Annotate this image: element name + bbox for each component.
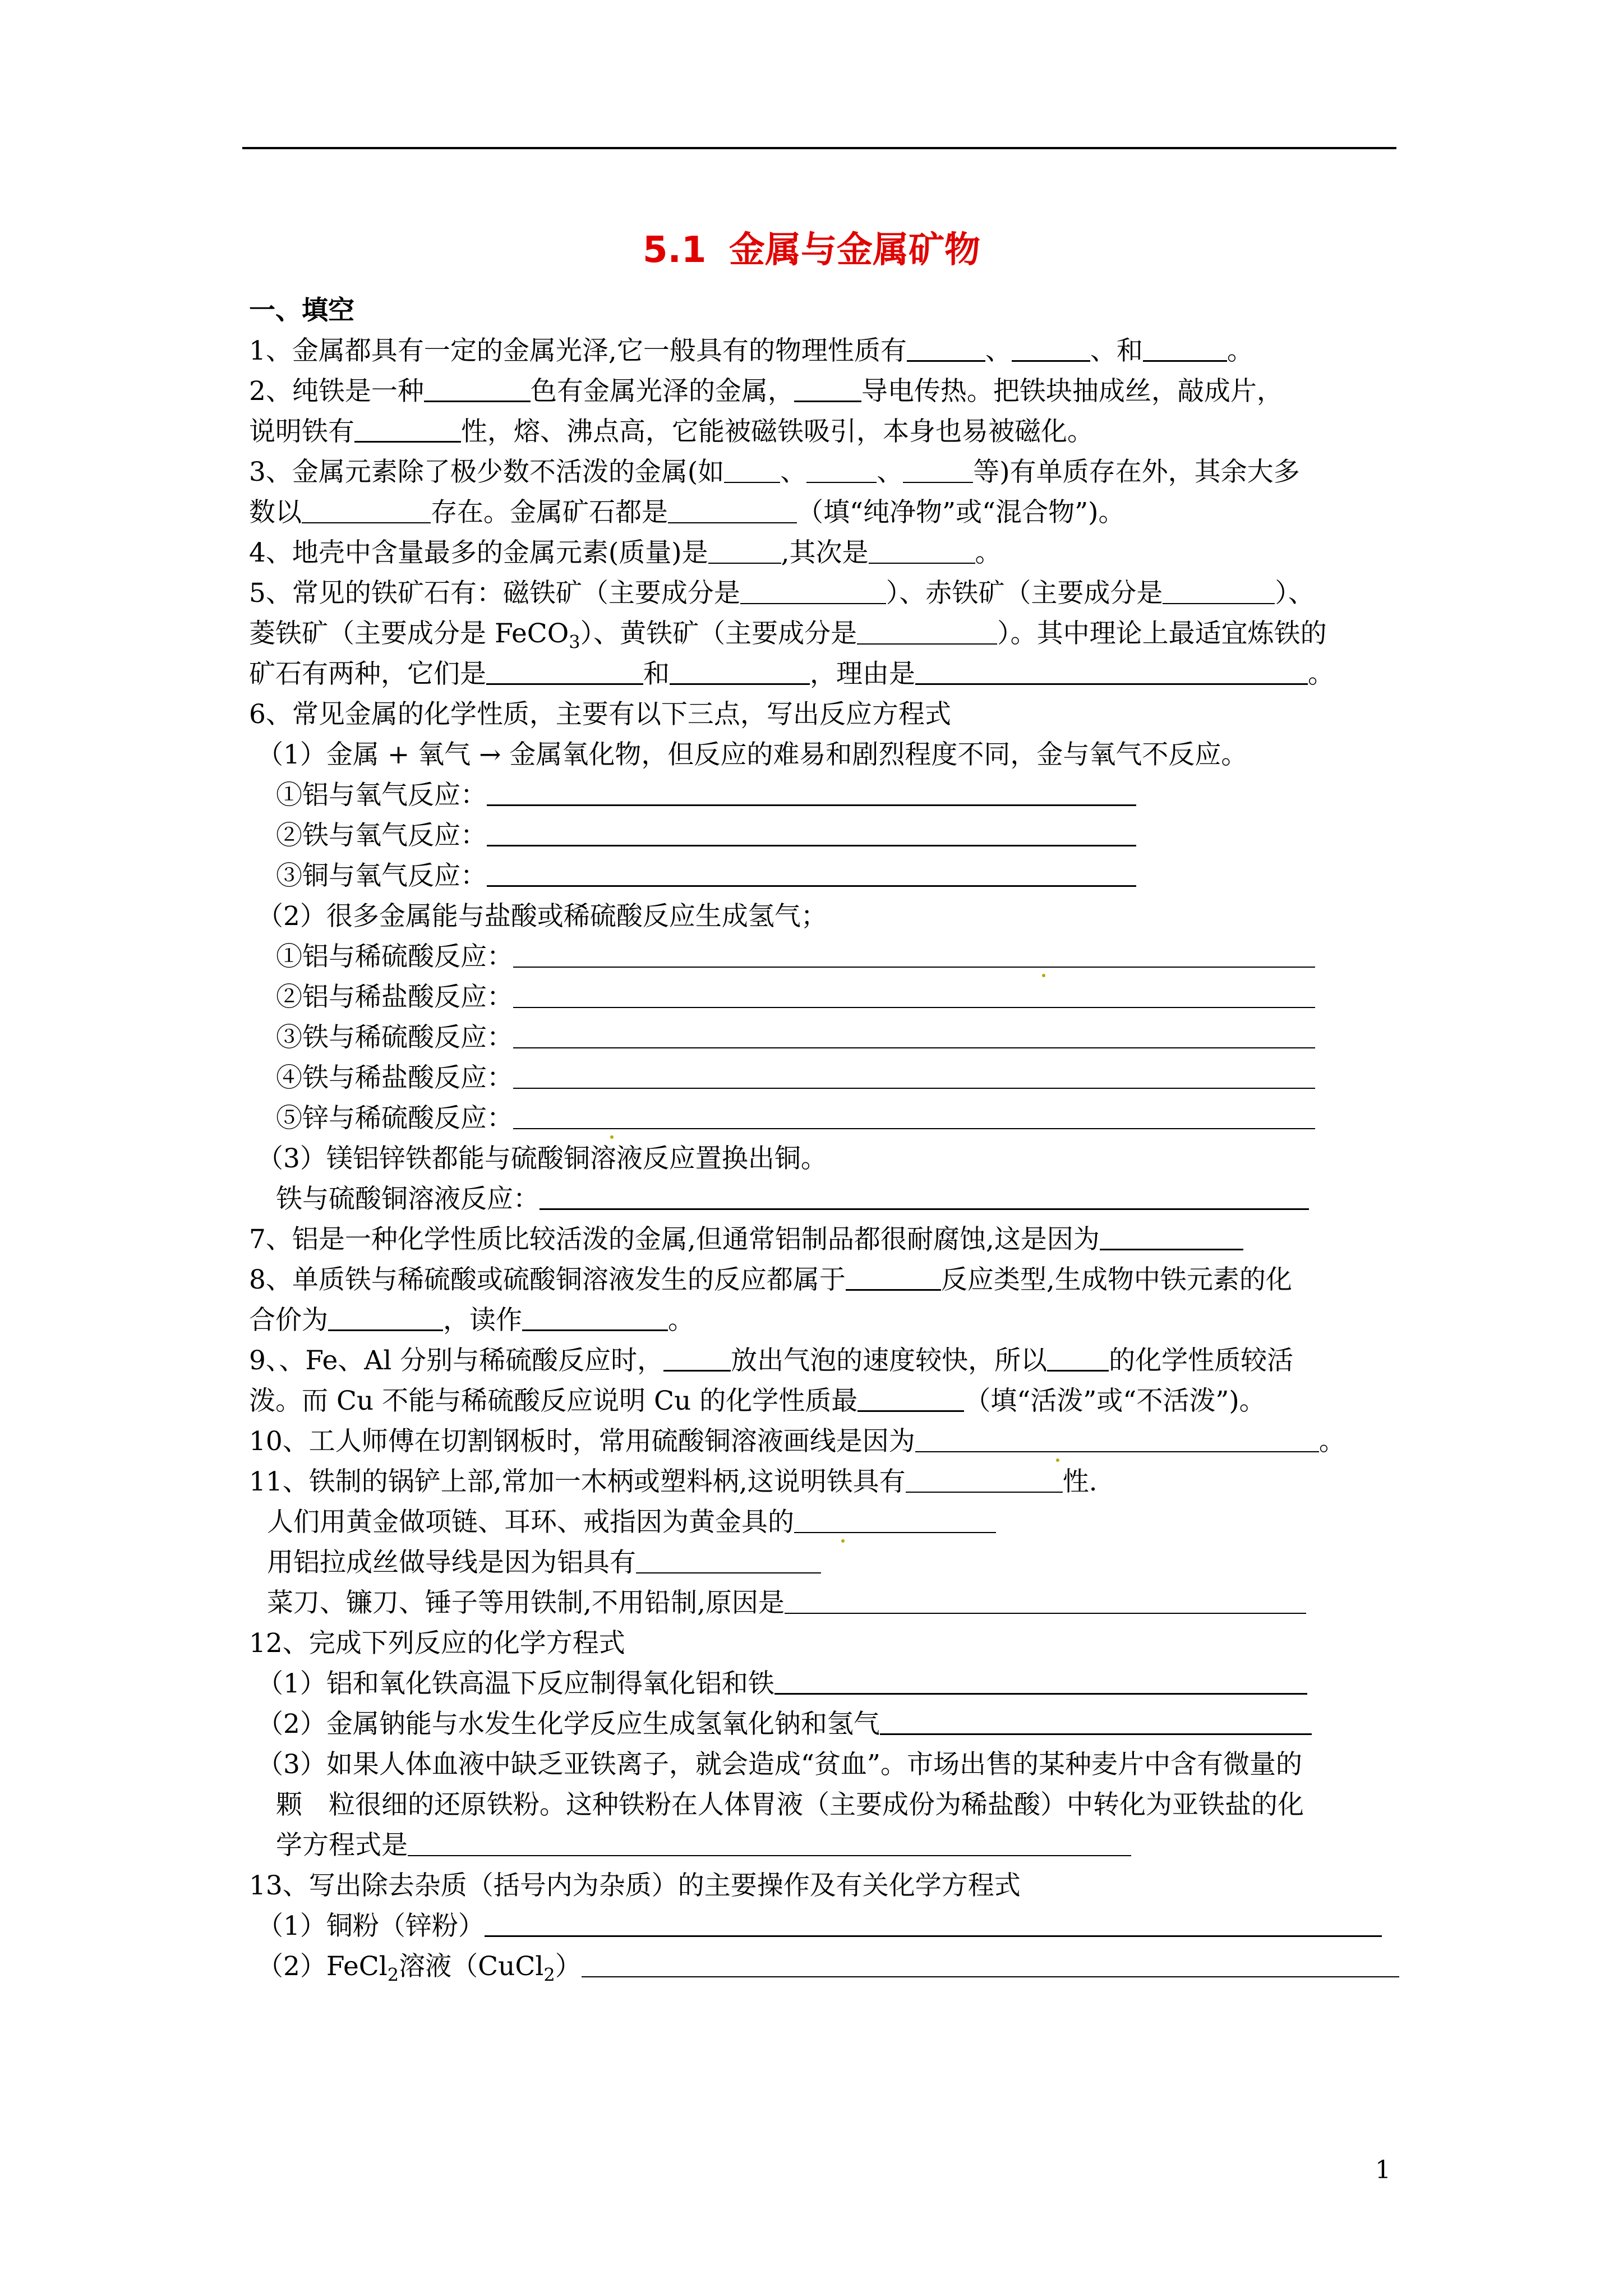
question-6-part-1: （1）金属 + 氧气 → 金属氧化物，但反应的难易和剧烈程度不同，金与氧气不反应。	[257, 739, 1248, 770]
question-13-part-2: （2）FeCl$_2$溶液（CuCl$_2$）	[257, 1948, 1410, 1986]
answer-line-fe-o2: ②铁与氧气反应：	[276, 817, 1429, 855]
scan-speck	[1042, 974, 1045, 977]
question-5-line-1: 5、常见的铁矿石有：磁铁矿（主要成分是 ）、赤铁矿（主要成分是 ）、	[249, 578, 1315, 609]
question-5-line-2: 菱铁矿（主要成分是 FeCO$_3$）、黄铁矿（主要成分是 ）。其中理论上最适宜炼铁的	[249, 618, 1327, 653]
question-9-line-1: 9、、Fe、Al 分别与稀硫酸反应时， 放出气泡的速度较快，所以 的化学性质较活	[249, 1345, 1294, 1376]
question-9-line-2: 泼。而 Cu 不能与稀硫酸反应说明 Cu 的化学性质最 （填“活泼”或“不活泼”)。	[249, 1386, 1266, 1416]
scan-speck	[1056, 1458, 1059, 1462]
question-4: 4、地壳中含量最多的金属元素(质量)是 ,其次是 。	[249, 537, 1002, 568]
question-11: 11、铁制的锅铲上部,常加一木柄或塑料柄,这说明铁具有 性.	[249, 1466, 1098, 1497]
answer-line-al-h2so4: ①铝与稀硫酸反应：	[276, 938, 1429, 976]
answer-line-al-o2: ①铝与氧气反应：	[276, 776, 1429, 815]
scan-speck	[841, 1539, 845, 1543]
answer-line-fe-h2so4: ③铁与稀硫酸反应：	[276, 1019, 1429, 1057]
question-12: 12、完成下列反应的化学方程式	[249, 1628, 625, 1659]
question-12-part-3-line-2: 颗 粒很细的还原铁粉。这种铁粉在人体胃液（主要成份为稀盐酸）中转化为亚铁盐的化	[276, 1789, 1304, 1820]
question-8-line-1: 8、单质铁与稀硫酸或硫酸铜溶液发生的反应都属于 反应类型,生成物中铁元素的化	[249, 1264, 1292, 1295]
question-2-line-2: 说明铁有 性，熔、沸点高，它能被磁铁吸引，本身也易被磁化。	[249, 416, 1094, 447]
question-1: 1、金属都具有一定的金属光泽,它一般具有的物理性质有 、 、和 。	[249, 335, 1253, 366]
question-6-part-3: （3）镁铝锌铁都能与硫酸铜溶液反应置换出铜。	[257, 1143, 827, 1174]
header-rule	[242, 147, 1396, 149]
question-11-gold: 人们用黄金做项链、耳环、戒指因为黄金具的	[267, 1503, 1420, 1542]
question-11-iron: 菜刀、镰刀、锤子等用铁制,不用铅制,原因是	[267, 1584, 1420, 1622]
section-heading: 一、填空	[249, 295, 354, 326]
page-title: 5.1 金属与金属矿物	[642, 229, 981, 271]
question-3-line-1: 3、金属元素除了极少数不活泼的金属(如 、 、 等)有单质存在外，其余大多	[249, 457, 1300, 487]
question-5-line-3: 矿石有两种，它们是 和 ，理由是 。	[249, 659, 1334, 689]
question-10: 10、工人师傅在切割钢板时，常用硫酸铜溶液画线是因为 。	[249, 1426, 1345, 1457]
answer-line-fe-hcl: ④铁与稀盐酸反应：	[276, 1059, 1429, 1097]
answer-line-al-hcl: ②铝与稀盐酸反应：	[276, 978, 1429, 1016]
answer-line-cu-o2: ③铜与氧气反应：	[276, 857, 1429, 895]
answer-line-fe-cuso4: 铁与硫酸铜溶液反应：	[276, 1180, 1429, 1218]
question-3-line-2: 数以 存在。金属矿石都是 （填“纯净物”或“混合物”)。	[249, 497, 1125, 528]
scan-speck	[610, 1135, 614, 1139]
question-6-part-2: （2）很多金属能与盐酸或稀硫酸反应生成氢气；	[257, 901, 827, 932]
page-number: 1	[1375, 2156, 1391, 2184]
answer-line-zn-h2so4: ⑤锌与稀硫酸反应：	[276, 1099, 1429, 1138]
question-6: 6、常见金属的化学性质，主要有以下三点，写出反应方程式	[249, 699, 951, 730]
question-13: 13、写出除去杂质（括号内为杂质）的主要操作及有关化学方程式	[249, 1870, 1021, 1901]
question-11-aluminum: 用铝拉成丝做导线是因为铝具有	[267, 1544, 1420, 1582]
question-12-part-3-line-3: 学方程式是	[276, 1826, 1429, 1865]
question-13-part-1: （1）铜粉（锌粉）	[257, 1907, 1410, 1945]
question-12-part-1: （1）铝和氧化铁高温下反应制得氧化铝和铁	[257, 1665, 1410, 1703]
question-7: 7、铝是一种化学性质比较活泼的金属,但通常铝制品都很耐腐蚀,这是因为	[249, 1221, 1402, 1259]
question-8-line-2: 合价为 ，读作 。	[249, 1305, 694, 1336]
question-12-part-3-line-1: （3）如果人体血液中缺乏亚铁离子，就会造成“贫血”。市场出售的某种麦片中含有微量的	[257, 1749, 1302, 1780]
question-2-line-1: 2、纯铁是一种 色有金属光泽的金属， 导电传热。把铁块抽成丝，敲成片，	[249, 376, 1283, 407]
question-12-part-2: （2）金属钠能与水发生化学反应生成氢氧化钠和氢气	[257, 1705, 1410, 1743]
